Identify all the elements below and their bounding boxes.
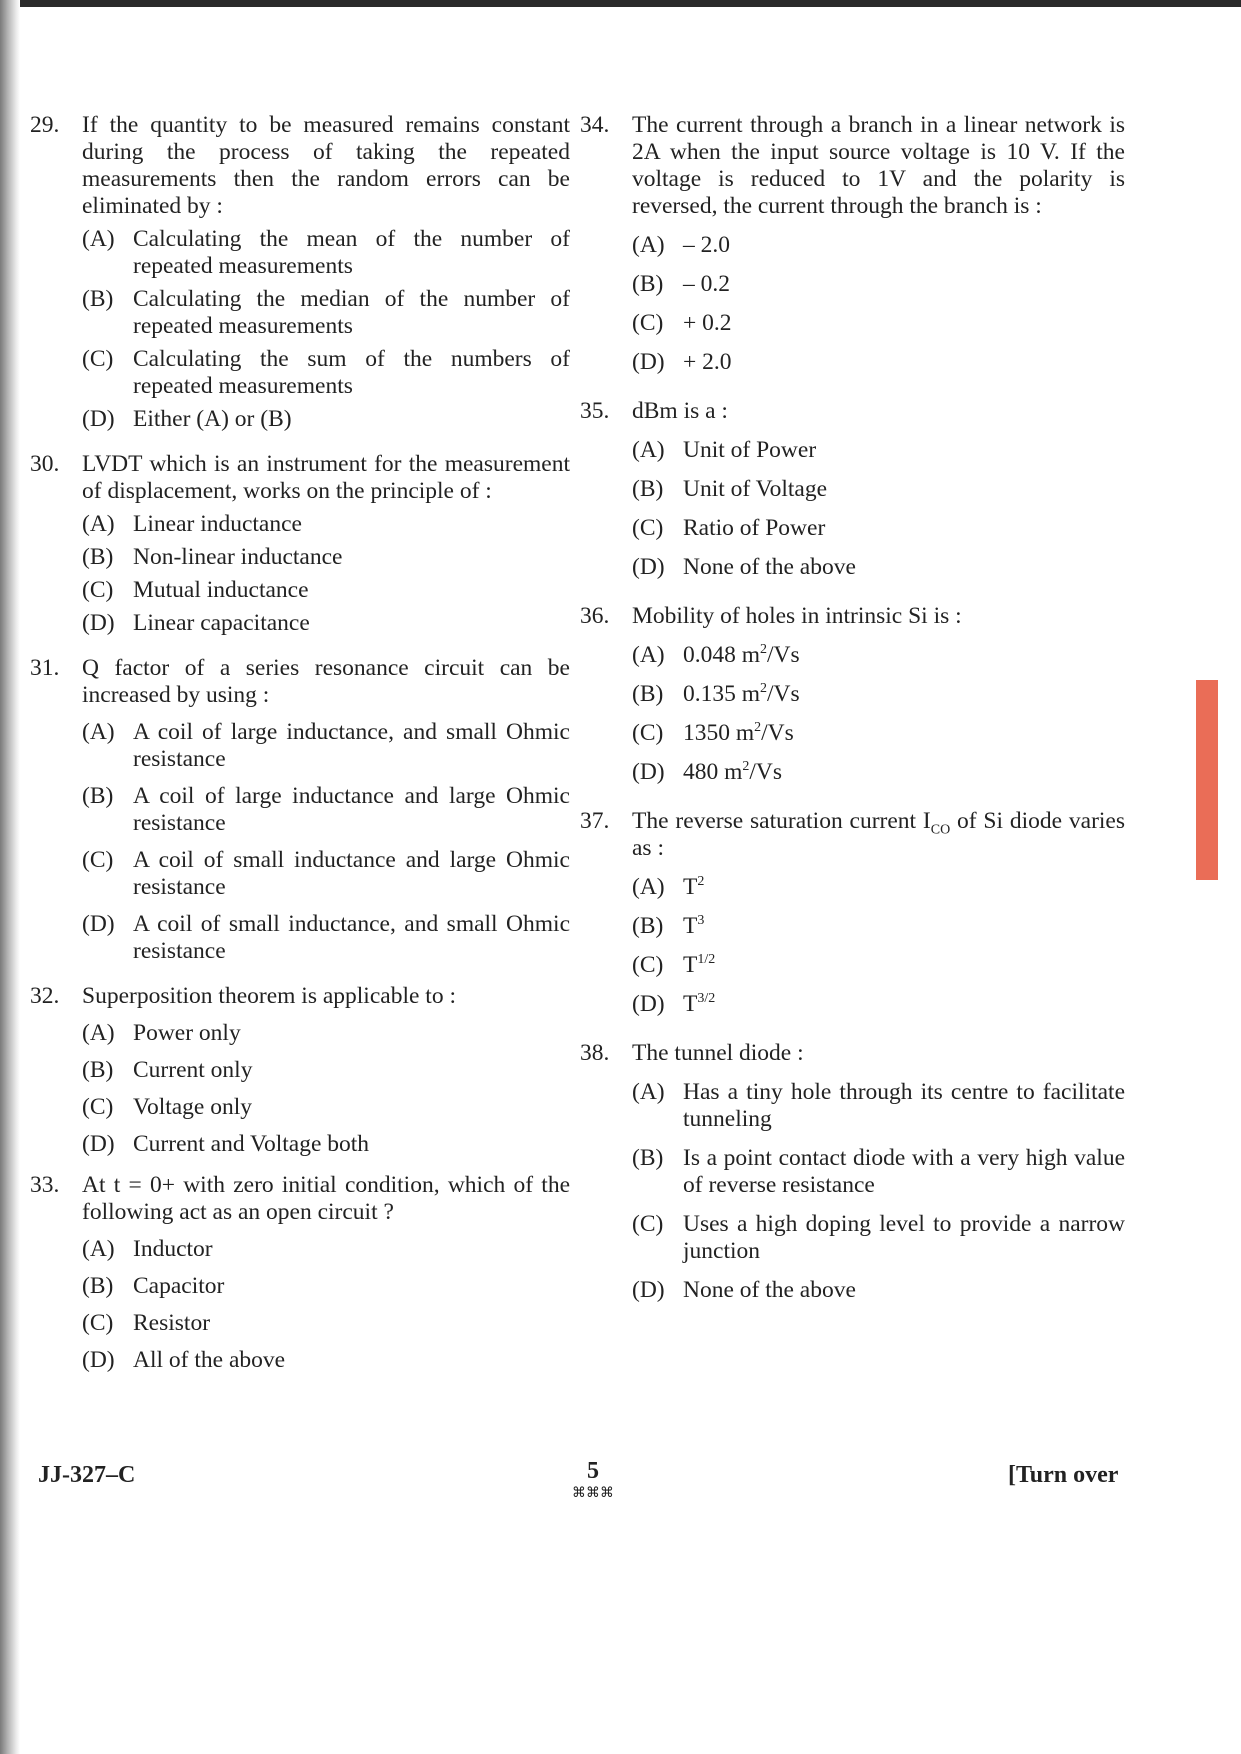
option-label: (C) (82, 1310, 114, 1336)
question-text: Mobility of holes in intrinsic Si is : (632, 603, 962, 629)
page-marks: ⌘⌘⌘ (572, 1485, 614, 1501)
option-text (683, 991, 1125, 1018)
option-value: 0.135 m (683, 681, 761, 707)
option-text: Voltage only (133, 1094, 253, 1120)
question-number: 33. (30, 1172, 60, 1198)
option-c (632, 720, 1125, 747)
question-text: At t = 0+ with zero initial condition, which of the following act as an open circuit ? (82, 1172, 570, 1225)
option-value: 0.048 m (683, 642, 761, 668)
option-label: (C) (632, 952, 664, 978)
option-d (632, 1277, 1125, 1304)
option-label: (B) (632, 1145, 664, 1171)
option-a (82, 226, 570, 280)
question-32 (30, 983, 570, 1158)
question-30 (30, 451, 570, 637)
option-text: A coil of small inductance, and small Ohmic resistance (133, 911, 570, 964)
option-text: Unit of Voltage (683, 476, 828, 502)
option-a (632, 232, 1125, 259)
option-text: Unit of Power (683, 437, 817, 463)
option-d (632, 349, 1125, 376)
option-text: Calculating the mean of the number of repeated measurements (133, 226, 570, 279)
page-number: 5 (587, 1458, 599, 1484)
option-c (632, 515, 1125, 542)
option-text: Calculating the median of the number of repeated measurements (133, 286, 570, 339)
option-b (632, 271, 1125, 298)
option-label: (A) (632, 437, 665, 463)
option-d (82, 1347, 570, 1374)
option-b (82, 1273, 570, 1300)
option-label: (A) (82, 1020, 115, 1046)
option-d (82, 610, 570, 637)
option-label: (A) (632, 232, 665, 258)
option-label: (B) (82, 783, 114, 809)
option-value: 480 m (683, 759, 743, 785)
question-number: 35. (580, 398, 610, 424)
option-a (632, 642, 1125, 669)
option-text: A coil of large inductance and large Ohmic resistance (133, 783, 570, 836)
option-c (632, 1211, 1125, 1265)
question-number: 38. (580, 1040, 610, 1066)
option-label: (D) (632, 554, 665, 580)
question-31 (30, 655, 570, 965)
question-35 (580, 398, 1125, 581)
option-text: Mutual inductance (133, 577, 309, 603)
booklet-code: JJ-327–C (38, 1462, 136, 1488)
option-sup: 2 (742, 759, 750, 775)
option-b (632, 681, 1125, 708)
question-text: dBm is a : (632, 398, 728, 424)
option-base: T (683, 913, 698, 939)
option-text: Current only (133, 1057, 253, 1083)
option-text (683, 681, 1125, 708)
option-label: (C) (632, 720, 664, 746)
left-column (30, 112, 570, 1374)
option-label: (A) (632, 1079, 665, 1105)
option-a (632, 874, 1125, 901)
option-label: (D) (632, 349, 665, 375)
option-text: Ratio of Power (683, 515, 826, 541)
question-text-part: of Si diode varies as : (632, 808, 1125, 861)
right-column (580, 112, 1125, 1304)
option-label: (A) (82, 511, 115, 537)
option-value: 1350 m (683, 720, 755, 746)
question-29 (30, 112, 570, 433)
option-text: Has a tiny hole through its centre to facilitate tunneling (683, 1079, 1125, 1132)
question-33 (30, 1172, 570, 1374)
option-text: Linear capacitance (133, 610, 310, 636)
option-text: + 0.2 (683, 310, 732, 336)
option-text: Linear inductance (133, 511, 302, 537)
option-a (82, 719, 570, 773)
option-label: (D) (82, 1347, 115, 1373)
option-label: (A) (82, 1236, 115, 1262)
option-text: – 2.0 (683, 232, 730, 258)
option-text: + 2.0 (683, 349, 732, 375)
scan-edge-left (0, 0, 20, 1754)
option-text: Calculating the sum of the numbers of repeated measurements (133, 346, 570, 399)
question-38 (580, 1040, 1125, 1304)
option-c (82, 577, 570, 604)
option-sup: 3/2 (697, 991, 716, 1007)
option-b (82, 544, 570, 571)
option-label: (B) (632, 913, 664, 939)
option-sup: 3 (697, 913, 705, 929)
scan-edge-top (0, 0, 1241, 7)
option-label: (D) (82, 1131, 115, 1157)
option-label: (B) (632, 681, 664, 707)
option-text: All of the above (133, 1347, 286, 1373)
option-text (683, 642, 1125, 669)
option-a (82, 1236, 570, 1263)
option-text (683, 874, 1125, 901)
question-number: 36. (580, 603, 610, 629)
option-sup: 2 (760, 681, 768, 697)
option-text: None of the above (683, 554, 856, 580)
question-number: 34. (580, 112, 610, 138)
option-base: T (683, 991, 698, 1017)
option-label: (D) (632, 759, 665, 785)
option-sup: 2 (760, 642, 768, 658)
turn-over-label: [Turn over (1008, 1462, 1119, 1488)
question-text: Superposition theorem is applicable to : (82, 983, 456, 1009)
option-label: (C) (82, 1094, 114, 1120)
option-unit: /Vs (767, 642, 800, 668)
option-text: Either (A) or (B) (133, 406, 292, 432)
option-b (632, 1145, 1125, 1199)
option-label: (C) (82, 847, 114, 873)
question-text: The tunnel diode : (632, 1040, 804, 1066)
option-d (82, 911, 570, 965)
subscript: CO (930, 822, 951, 838)
option-text (683, 913, 1125, 940)
question-34 (580, 112, 1125, 376)
option-d (632, 759, 1125, 786)
option-c (82, 346, 570, 400)
option-label: (C) (82, 346, 114, 372)
option-b (632, 913, 1125, 940)
option-text: A coil of small inductance and large Ohmic resistance (133, 847, 570, 900)
question-37 (580, 808, 1125, 1018)
option-sup: 1/2 (697, 952, 716, 968)
option-text (683, 720, 1125, 747)
question-text: The current through a branch in a linear network is 2A when the input source voltage is 10 V. If the voltage is reduced to 1V and the polarity is reversed, the current through the branch is : (632, 112, 1125, 219)
option-text: Capacitor (133, 1273, 225, 1299)
option-label: (B) (82, 1057, 114, 1083)
option-c (632, 310, 1125, 337)
option-label: (B) (632, 271, 664, 297)
option-base: T (683, 952, 698, 978)
question-number: 29. (30, 112, 60, 138)
option-label: (C) (632, 1211, 664, 1237)
option-label: (A) (82, 719, 115, 745)
question-number: 37. (580, 808, 610, 834)
option-text: Inductor (133, 1236, 213, 1262)
option-unit: /Vs (749, 759, 783, 785)
option-unit: /Vs (761, 720, 794, 746)
option-a (82, 511, 570, 538)
option-text (683, 759, 1125, 786)
option-b (82, 783, 570, 837)
question-number: 31. (30, 655, 60, 681)
option-d (632, 991, 1125, 1018)
question-36 (580, 603, 1125, 786)
option-d (82, 1131, 570, 1158)
option-label: (C) (632, 515, 664, 541)
question-text: If the quantity to be measured remains constant during the process of taking the repeated measurements then the random errors can be eliminated by : (82, 112, 570, 219)
option-a (632, 437, 1125, 464)
option-unit: /Vs (767, 681, 800, 707)
option-label: (A) (632, 874, 665, 900)
question-text (632, 808, 1125, 862)
option-label: (B) (82, 286, 114, 312)
option-b (632, 476, 1125, 503)
option-label: (D) (82, 610, 115, 636)
option-text: Power only (133, 1020, 241, 1046)
option-label: (B) (632, 476, 664, 502)
option-text: Non-linear inductance (133, 544, 343, 570)
option-label: (D) (82, 406, 115, 432)
option-text (683, 952, 1125, 979)
option-label: (B) (82, 544, 114, 570)
option-text: – 0.2 (683, 271, 730, 297)
scan-color-mark (1196, 680, 1218, 880)
option-a (82, 1020, 570, 1047)
question-text: LVDT which is an instrument for the measurement of displacement, works on the principle of : (82, 451, 570, 504)
option-label: (C) (82, 577, 114, 603)
option-text: Current and Voltage both (133, 1131, 370, 1157)
option-a (632, 1079, 1125, 1133)
option-label: (D) (82, 911, 115, 937)
question-text: Q factor of a series resonance circuit can be increased by using : (82, 655, 570, 708)
option-text: Resistor (133, 1310, 211, 1336)
option-c (82, 1094, 570, 1121)
option-label: (D) (632, 1277, 665, 1303)
option-c (82, 847, 570, 901)
option-b (82, 286, 570, 340)
option-b (82, 1057, 570, 1084)
option-sup: 2 (754, 720, 762, 736)
option-label: (A) (82, 226, 115, 252)
option-label: (A) (632, 642, 665, 668)
option-c (632, 952, 1125, 979)
option-sup: 2 (697, 874, 705, 890)
option-label: (C) (632, 310, 664, 336)
question-number: 32. (30, 983, 60, 1009)
question-number: 30. (30, 451, 60, 477)
option-base: T (683, 874, 698, 900)
option-text: None of the above (683, 1277, 856, 1303)
option-text: A coil of large inductance, and small Ohmic resistance (133, 719, 570, 772)
option-d (632, 554, 1125, 581)
option-text: Is a point contact diode with a very high value of reverse resistance (683, 1145, 1125, 1198)
option-d (82, 406, 570, 433)
option-label: (D) (632, 991, 665, 1017)
option-text: Uses a high doping level to provide a narrow junction (683, 1211, 1125, 1264)
option-label: (B) (82, 1273, 114, 1299)
option-c (82, 1310, 570, 1337)
question-text-part: The reverse saturation current I (632, 808, 931, 834)
